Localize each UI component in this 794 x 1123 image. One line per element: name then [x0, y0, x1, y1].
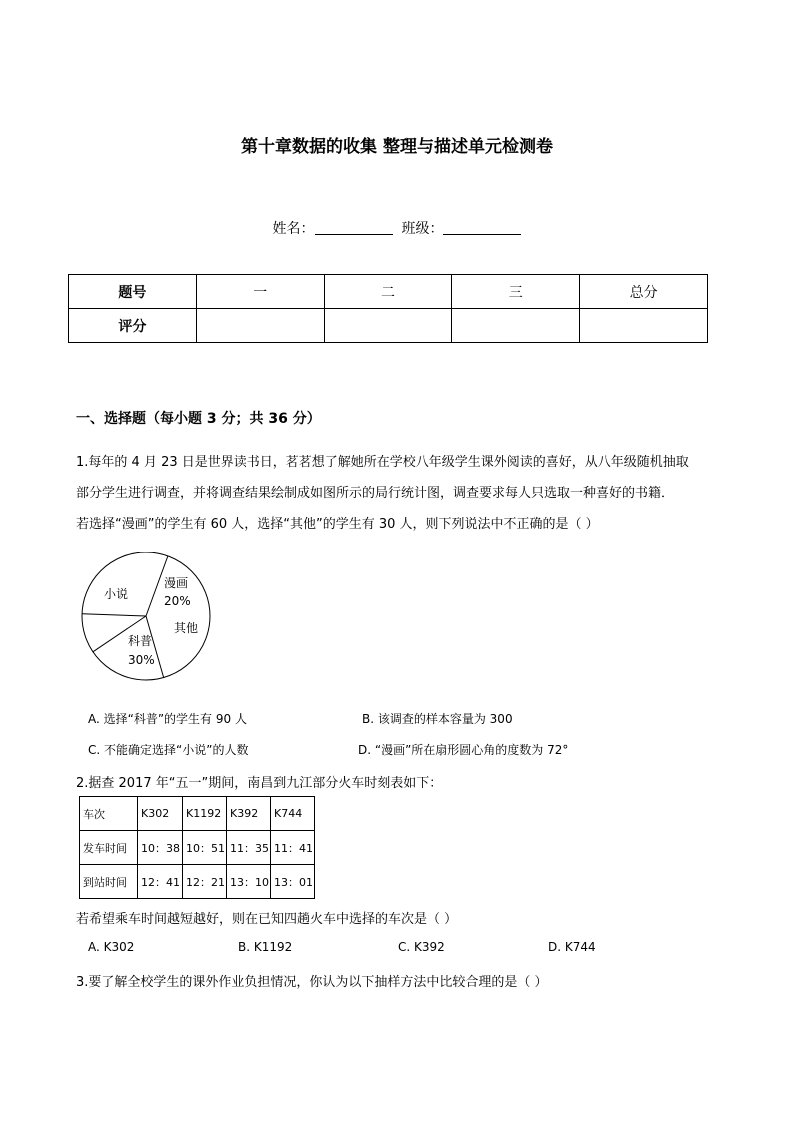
q1-option-d[interactable]: D. “漫画”所在扇形圆心角的度数为 72° [358, 743, 569, 757]
table-cell: 到站时间 [80, 865, 138, 899]
score-cell[interactable] [580, 309, 708, 343]
table-row [80, 797, 315, 831]
q1-option-a[interactable]: A. 选择“科普”的学生有 90 人 [88, 712, 247, 726]
q1-option-b[interactable]: B. 该调查的样本容量为 300 [362, 712, 513, 726]
q1-option-c[interactable]: C. 不能确定选择“小说”的人数 [88, 743, 249, 757]
page-title: 第十章数据的收集 整理与描述单元检测卷 [241, 137, 553, 157]
question-1-text-line-3: 若选择“漫画”的学生有 60 人，选择“其他”的学生有 30 人，则下列说法中不正确的是（ ） [76, 517, 599, 532]
q2-option-d[interactable]: D. K744 [548, 940, 596, 954]
table-cell: 11：41 [271, 831, 315, 865]
student-info-line [0, 218, 794, 238]
table-cell: K744 [271, 797, 315, 831]
question-2-text-line-2: 若希望乘车时间越短越好，则在已知四趟火车中选择的车次是（ ） [76, 912, 458, 927]
table-cell: 11：35 [227, 831, 271, 865]
score-cell: 题号 [69, 275, 197, 309]
score-table-score-row [69, 309, 708, 343]
pie-label-comic: 漫画 [164, 576, 189, 590]
table-row [80, 831, 315, 865]
score-cell: 总分 [580, 275, 708, 309]
pie-label-other: 其他 [174, 621, 199, 635]
table-cell: 10：51 [183, 831, 227, 865]
score-cell: 一 [196, 275, 324, 309]
pie-label-novel: 小说 [104, 587, 129, 601]
score-cell[interactable] [196, 309, 324, 343]
table-cell: K302 [138, 797, 183, 831]
table-cell: 13：10 [227, 865, 271, 899]
table-cell: 发车时间 [80, 831, 138, 865]
score-cell: 评分 [69, 309, 197, 343]
q2-option-c[interactable]: C. K392 [398, 940, 445, 954]
table-cell: 12：21 [183, 865, 227, 899]
score-cell: 三 [452, 275, 580, 309]
table-cell: K392 [227, 797, 271, 831]
pie-chart [78, 552, 214, 682]
score-table-header-row [69, 275, 708, 309]
table-row [80, 865, 315, 899]
score-cell: 二 [324, 275, 452, 309]
pie-slice-divider-科普 [82, 614, 146, 616]
score-cell[interactable] [324, 309, 452, 343]
q2-option-a[interactable]: A. K302 [88, 940, 135, 954]
name-blank[interactable] [315, 220, 393, 235]
question-1-text-line-1: 1.每年的 4 月 23 日是世界读书日，茗茗想了解她所在学校八年级学生课外阅读的喜好，从八年级随机抽取 [76, 455, 689, 470]
table-cell: K1192 [183, 797, 227, 831]
pie-label-science: 科普 [128, 634, 153, 648]
name-label: 姓名： [272, 221, 315, 237]
question-3-text-line-1: 3.要了解全校学生的课外作业负担情况，你认为以下抽样方法中比较合理的是（ ） [76, 975, 548, 990]
train-timetable [79, 796, 315, 899]
score-cell[interactable] [452, 309, 580, 343]
table-cell: 13：01 [271, 865, 315, 899]
class-label: 班级： [401, 221, 444, 237]
pie-label-science-pct: 30% [128, 653, 155, 667]
score-table [68, 274, 708, 343]
question-1-text-line-2: 部分学生进行调查，并将调查结果绘制成如图所示的局行统计图，调查要求每人只选取一种喜好的书籍． [76, 486, 675, 501]
pie-label-comic-pct: 20% [164, 594, 191, 608]
class-blank[interactable] [443, 220, 521, 235]
question-2-text-line-1: 2.据查 2017 年“五一”期间，南昌到九江部分火车时刻表如下： [76, 776, 443, 791]
table-cell: 12：41 [138, 865, 183, 899]
q2-option-b[interactable]: B. K1192 [238, 940, 293, 954]
table-cell: 10：38 [138, 831, 183, 865]
section-heading: 一、选择题（每小题 3 分；共 36 分） [76, 411, 321, 427]
table-cell: 车次 [80, 797, 138, 831]
